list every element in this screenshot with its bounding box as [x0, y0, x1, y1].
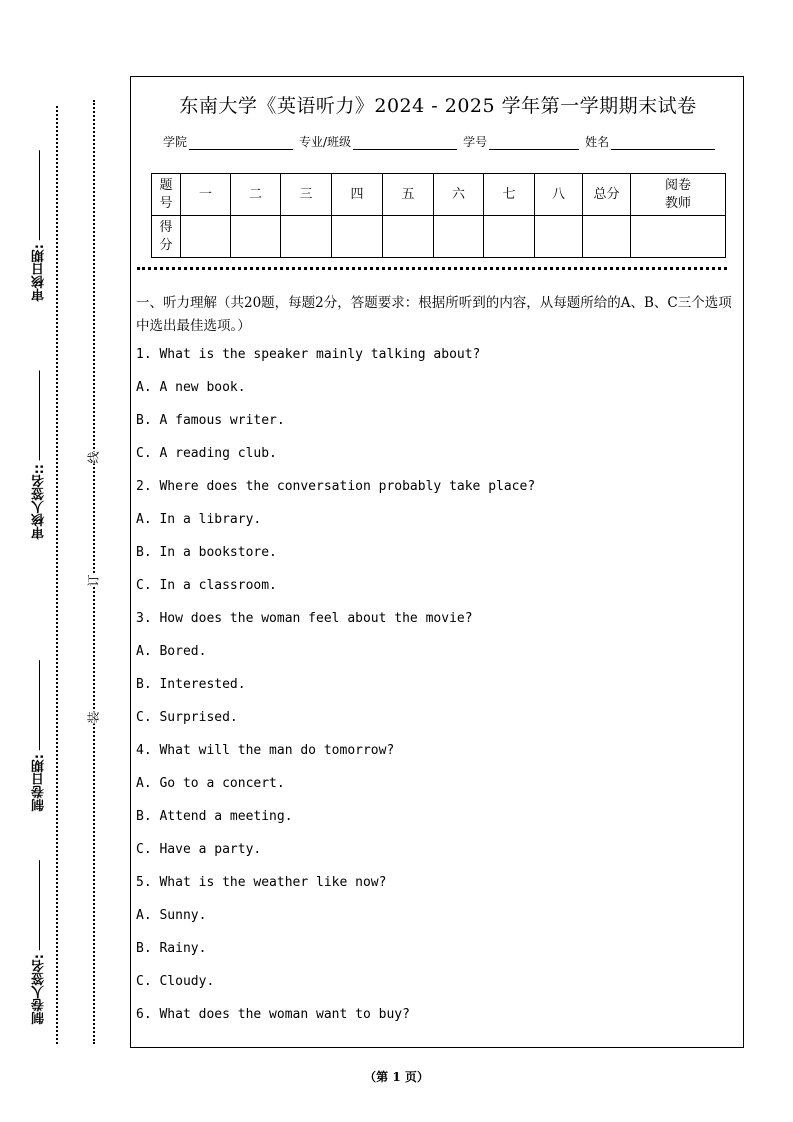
answer-option: B. Interested. [136, 677, 246, 692]
question-stem: 1. What is the speaker mainly talking about? [136, 347, 481, 362]
score-cell[interactable] [281, 216, 332, 258]
score-table [151, 173, 726, 258]
name-label: 姓名 [585, 135, 610, 149]
col-header: 三 [281, 174, 332, 216]
score-cell[interactable] [231, 216, 281, 258]
score-table-score-row [152, 216, 726, 258]
col-header: 五 [383, 174, 434, 216]
col-header: 一 [181, 174, 231, 216]
college-field[interactable] [189, 135, 293, 150]
paper-author-signature-blank[interactable] [39, 860, 40, 950]
answer-option: C. Have a party. [136, 842, 262, 857]
student-id-label: 学号 [463, 135, 488, 149]
review-date-blank[interactable] [39, 150, 40, 240]
answer-option: B. Rainy. [136, 941, 207, 956]
answer-option: A. Sunny. [136, 908, 207, 923]
paper-date-label: 制卷日期: [32, 754, 47, 812]
total-score-header: 总分 [583, 174, 631, 216]
reviewer-signature-field [30, 370, 49, 539]
exam-frame [130, 76, 744, 1048]
binding-char-staple: 订 [83, 574, 104, 586]
answer-option: B. Attend a meeting. [136, 809, 293, 824]
col-header: 二 [231, 174, 281, 216]
outer-dotted-line [56, 106, 58, 1044]
college-label: 学院 [163, 135, 188, 149]
question-stem: 5. What is the weather like now? [136, 875, 387, 890]
answer-option: B. In a bookstore. [136, 545, 277, 560]
page-number: （第 1 页） [364, 1070, 429, 1084]
question-number-header: 题号 [152, 174, 181, 216]
binding-char-bind: 装 [83, 711, 104, 723]
reviewer-signature-blank[interactable] [39, 370, 40, 460]
col-header: 六 [434, 174, 484, 216]
paper-date-blank[interactable] [39, 660, 40, 750]
grader-cell[interactable] [631, 216, 726, 258]
answer-option: A. Bored. [136, 644, 207, 659]
answer-option: C. A reading club. [136, 446, 277, 461]
answer-option: A. In a library. [136, 512, 262, 527]
question-stem: 3. How does the woman feel about the movie? [136, 611, 473, 626]
answer-option: A. A new book. [136, 380, 246, 395]
major-class-field[interactable] [353, 135, 457, 150]
score-cell[interactable] [434, 216, 484, 258]
question-section [136, 292, 744, 1039]
question-stem: 6. What does the woman want to buy? [136, 1007, 410, 1022]
score-cell[interactable] [181, 216, 231, 258]
score-cell[interactable] [535, 216, 583, 258]
score-cell[interactable] [484, 216, 535, 258]
reviewer-signature-label: 审核人签名:: [32, 464, 47, 540]
score-table-header-row [152, 174, 726, 216]
section-instructions: 一、听力理解（共20题，每题2分，答题要求：根据所听到的内容，从每题所给的A、B、C三个选项中选出最佳选项。） [136, 295, 732, 334]
answer-option: C. Surprised. [136, 710, 238, 725]
review-date-label: 审核日期: [32, 244, 47, 302]
col-header: 八 [535, 174, 583, 216]
dotted-separator [137, 267, 727, 270]
exam-title: 东南大学《英语听力》2024 - 2025 学年第一学期期末试卷 [179, 95, 697, 117]
total-score-cell[interactable] [583, 216, 631, 258]
answer-option: C. Cloudy. [136, 974, 215, 989]
review-date-field [30, 150, 49, 301]
question-stem: 4. What will the man do tomorrow? [136, 743, 395, 758]
binding-char-line: 线 [83, 451, 104, 463]
col-header: 七 [484, 174, 535, 216]
student-id-field[interactable] [489, 135, 579, 150]
name-field[interactable] [611, 135, 715, 150]
answer-option: C. In a classroom. [136, 578, 277, 593]
score-cell[interactable] [383, 216, 434, 258]
col-header: 四 [332, 174, 383, 216]
answer-option: B. A famous writer. [136, 413, 285, 428]
question-stem: 2. Where does the conversation probably take place? [136, 479, 536, 494]
question-list [136, 346, 744, 1039]
grader-header: 阅卷教师 [631, 174, 726, 216]
answer-option: A. Go to a concert. [136, 776, 285, 791]
inner-dotted-line [93, 100, 95, 1044]
paper-date-field [30, 660, 49, 811]
score-row-header: 得分 [152, 216, 181, 258]
major-class-label: 专业/班级 [299, 135, 352, 149]
paper-author-signature-field [30, 860, 49, 1024]
student-info-row [163, 133, 721, 150]
paper-author-signature-label: 制卷人签名: [32, 954, 47, 1025]
score-cell[interactable] [332, 216, 383, 258]
